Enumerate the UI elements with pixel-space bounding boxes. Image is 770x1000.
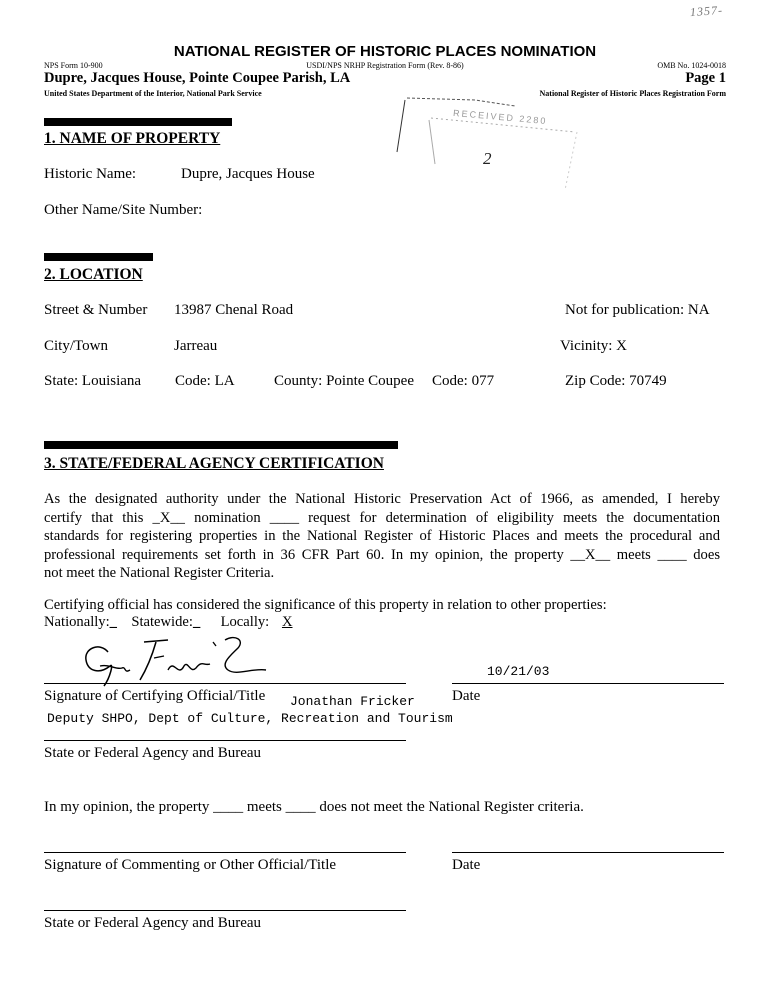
section-bar [44, 118, 232, 126]
county-code: Code: 077 [432, 373, 495, 389]
opinion-text: meets [243, 799, 286, 815]
corner-mark: 1357- [689, 2, 724, 20]
cert-line [44, 509, 720, 528]
section-bar [44, 253, 153, 261]
section3-heading: 3. STATE/FEDERAL AGENCY CERTIFICATION [44, 455, 384, 472]
statewide-mark: _ [192, 614, 201, 630]
signature-line [44, 683, 406, 684]
signature-label: Signature of Certifying Official/Title [44, 688, 266, 704]
cert-text: nomination [184, 509, 270, 526]
commenting-date-label: Date [452, 857, 481, 873]
other-name-label: Other Name/Site Number: [44, 202, 203, 218]
section-bar [44, 441, 398, 449]
cert-text: professional requirements set forth in 36 CFR Part 60. In my opinion, the property [44, 546, 571, 563]
official-signature [70, 630, 280, 690]
cert-text: request for determination of eligibility meets the documentation [298, 509, 721, 526]
street-value: 13987 Chenal Road [174, 302, 294, 318]
historic-name-value: Dupre, Jacques House [181, 166, 315, 182]
cert-text: does [686, 546, 720, 563]
not-for-publication: Not for publication: NA [565, 302, 710, 318]
locally-mark: X [281, 614, 293, 630]
form-title: NATIONAL REGISTER OF HISTORIC PLACES NOMINATION [173, 43, 597, 60]
nationally-label: Nationally: [44, 614, 110, 630]
statewide-label: Statewide: [131, 614, 193, 630]
vicinity: Vicinity: X [560, 338, 628, 354]
historic-name-label: Historic Name: [44, 166, 137, 182]
significance-levels [44, 614, 305, 631]
county: County: Pointe Coupee [274, 373, 414, 389]
certification-paragraph [44, 490, 720, 583]
agency-line [44, 740, 406, 741]
date-label: Date [452, 688, 481, 704]
cert-text: meets [610, 546, 658, 563]
opinion-text: does not meet the National Register criteria. [315, 799, 584, 815]
state: State: Louisiana [44, 373, 142, 389]
commenting-date-line [452, 852, 724, 853]
agency-label: State or Federal Agency and Bureau [44, 745, 262, 761]
stamp-text: RECEIVED 2280 [452, 107, 548, 127]
meets-blank: ____ [213, 799, 244, 815]
opinion-text: In my opinion, the property [44, 799, 214, 815]
not-meet-blank: ____ [285, 799, 316, 815]
nomination-mark: _X__ [152, 509, 185, 526]
agency-label-2: State or Federal Agency and Bureau [44, 915, 262, 931]
section2-heading: 2. LOCATION [44, 266, 143, 283]
certifying-line: Certifying official has considered the significance of this property in relation to other properties: [44, 597, 607, 613]
form-number: NPS Form 10-900 [44, 61, 103, 70]
zip-code: Zip Code: 70749 [565, 373, 667, 389]
state-code: Code: LA [175, 373, 235, 389]
city-label: City/Town [44, 338, 108, 354]
opinion-line [44, 799, 584, 816]
cert-line: standards for registering properties in the National Register of Historic Places and meets the procedural and [44, 528, 720, 544]
received-stamp [395, 92, 585, 192]
page-number: Page 1 [685, 70, 726, 86]
commenting-signature-label: Signature of Commenting or Other Official/Title [44, 857, 337, 873]
cert-line [44, 546, 720, 565]
nationally-mark: _ [109, 614, 117, 630]
cert-line: not meet the National Register Criteria. [44, 565, 275, 581]
agency-line-2 [44, 910, 406, 911]
street-label: Street & Number [44, 302, 148, 318]
form-name: National Register of Historic Places Registration Form [539, 89, 726, 98]
stamp-number: 2 [483, 149, 492, 168]
city-value: Jarreau [174, 338, 218, 354]
meets-mark: __X__ [570, 546, 611, 563]
official-title: Deputy SHPO, Dept of Culture, Recreation and Tourism [47, 711, 453, 726]
not-meet-blank: ____ [657, 546, 687, 563]
cert-line: As the designated authority under the National Historic Preservation Act of 1966, as amended, I hereby [44, 491, 720, 507]
commenting-signature-line [44, 852, 406, 853]
department-line: United States Department of the Interior, National Park Service [44, 89, 262, 98]
official-name: Jonathan Fricker [290, 694, 415, 709]
omb-number: OMB No. 1024-0018 [657, 61, 726, 70]
locally-label: Locally: [220, 614, 270, 630]
request-blank: ____ [269, 509, 299, 526]
section1-heading: 1. NAME OF PROPERTY [44, 130, 221, 147]
cert-text: certify that this [44, 509, 153, 526]
certification-date: 10/21/03 [487, 664, 550, 679]
property-header: Dupre, Jacques House, Pointe Coupee Parish, LA [44, 70, 351, 86]
date-line [452, 683, 724, 684]
form-revision: USDI/NPS NRHP Registration Form (Rev. 8-86) [306, 61, 464, 70]
